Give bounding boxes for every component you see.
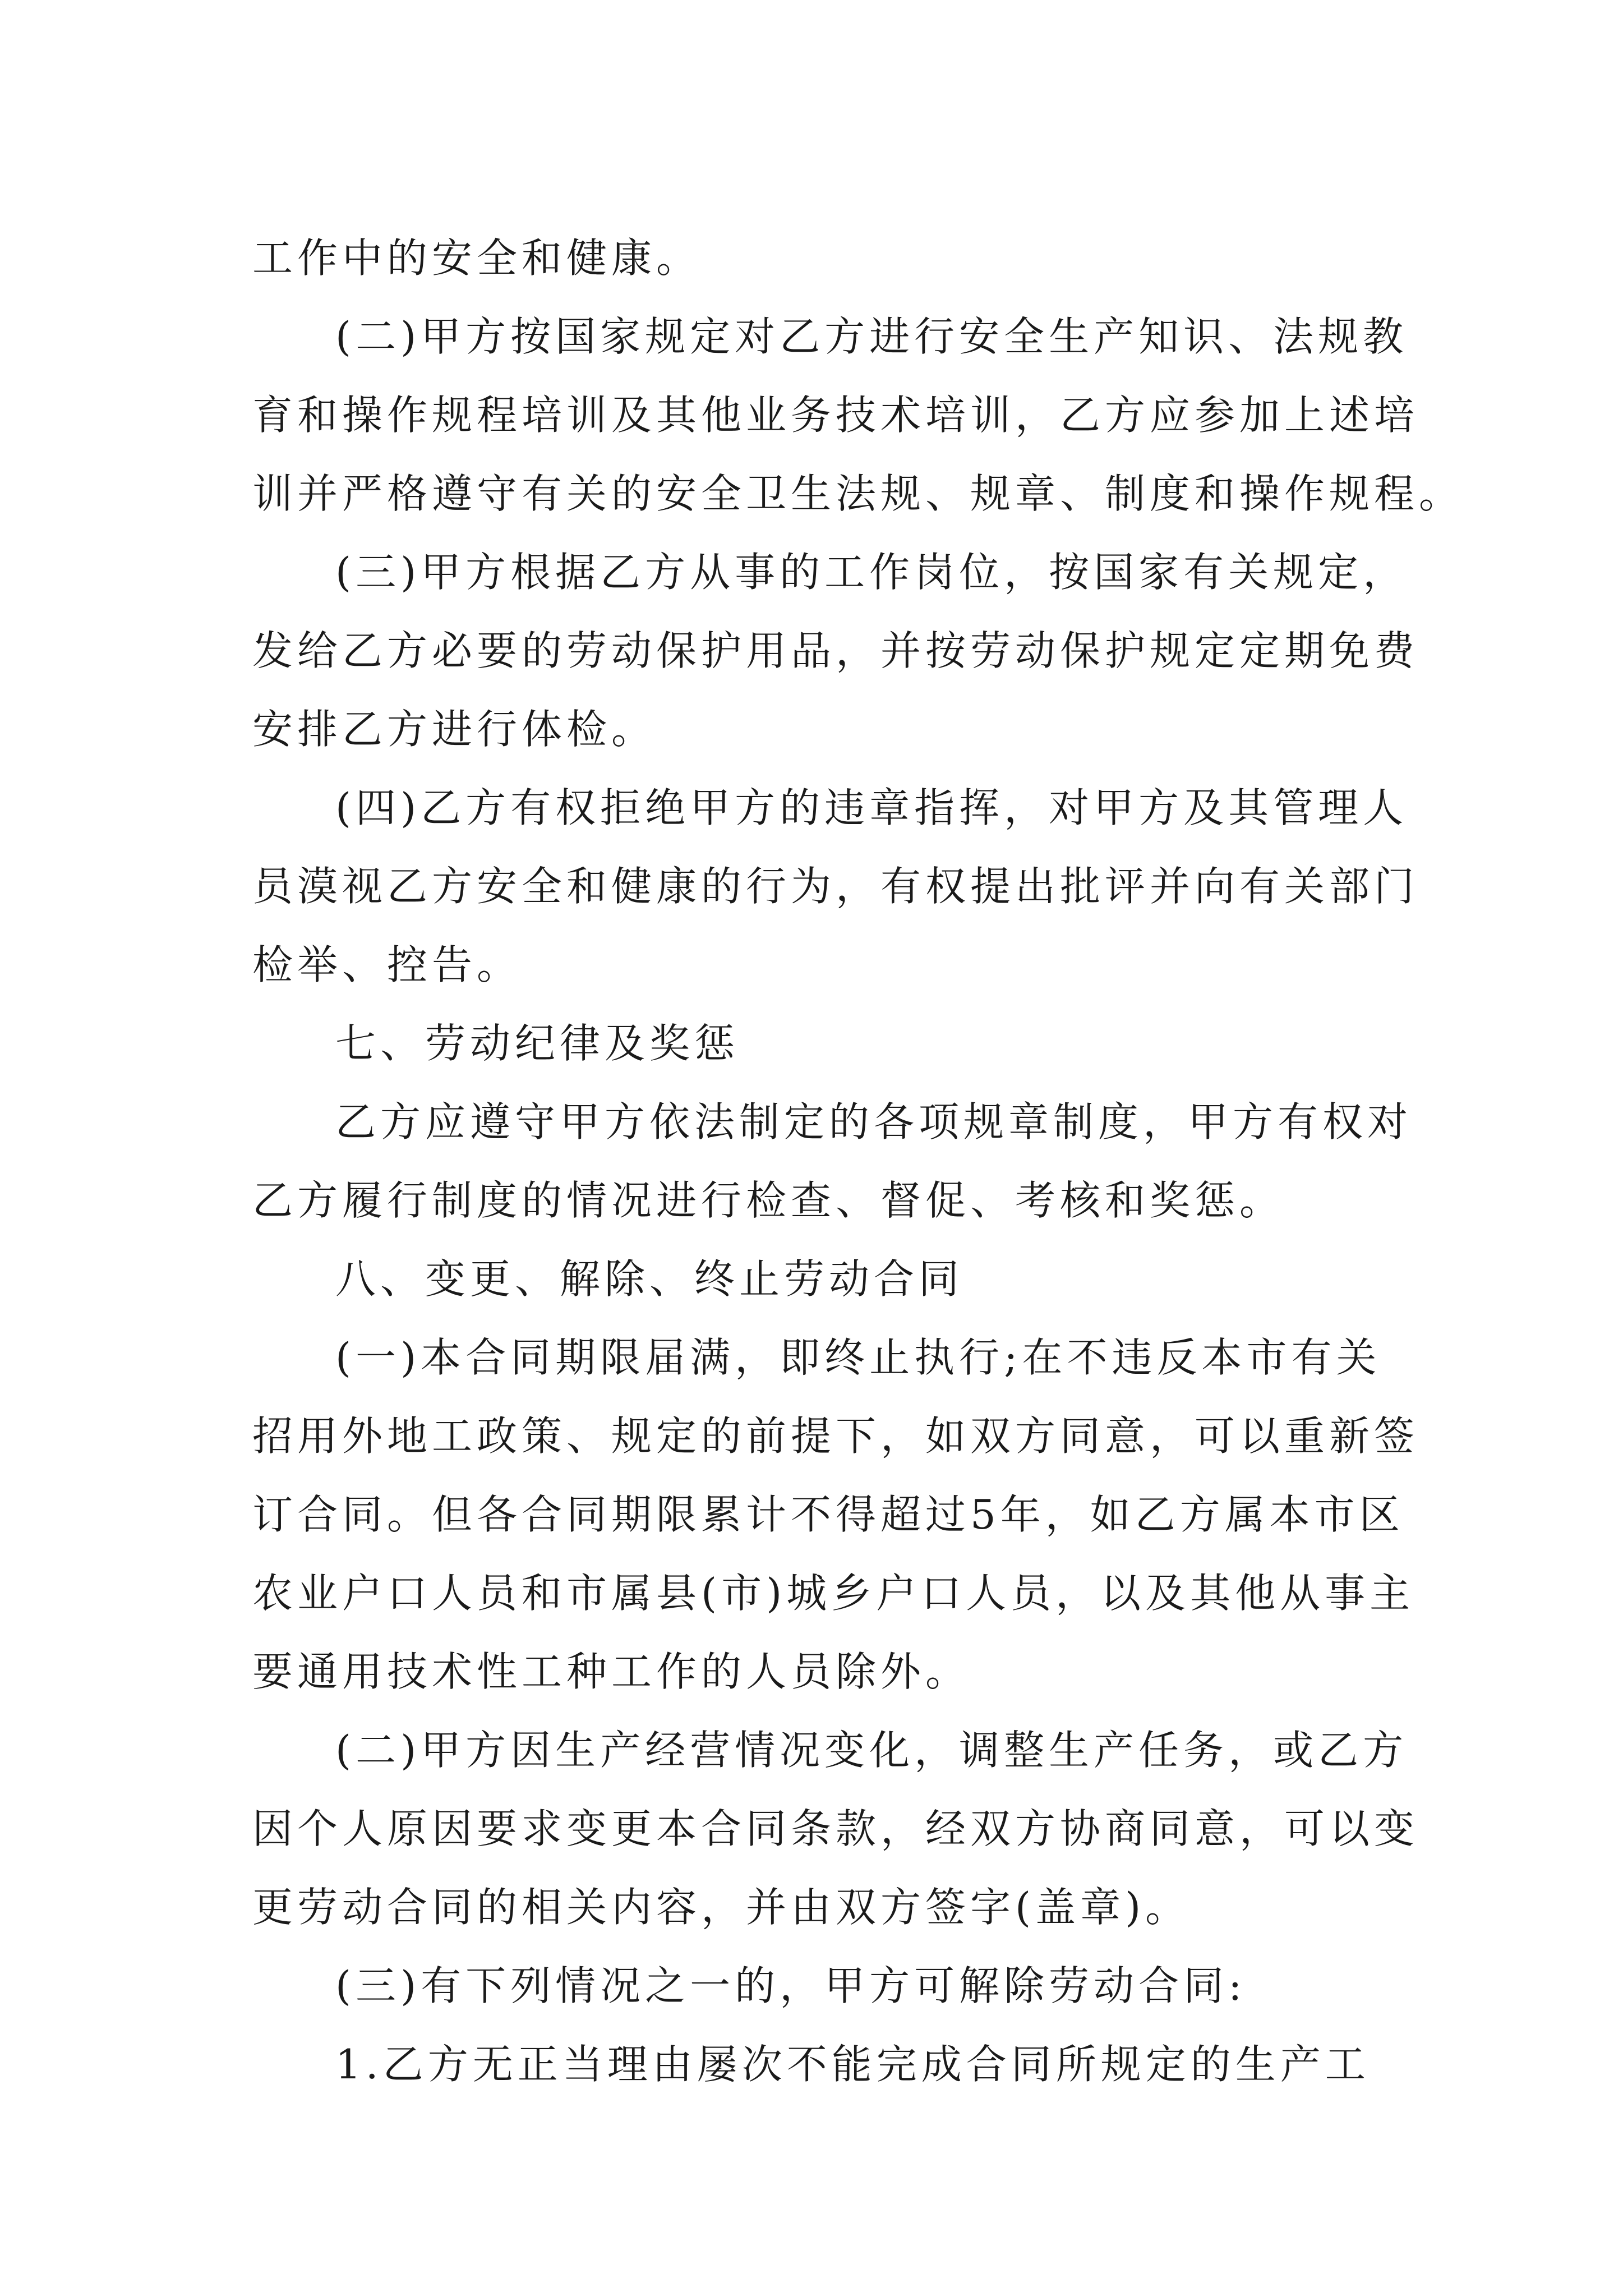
text-line-2: (二)甲方按国家规定对乙方进行安全生产知识、法规教	[335, 313, 1408, 360]
section-heading-7: 七、劳动纪律及奖惩	[335, 1020, 740, 1067]
text-line-19: 要通用技术性工种工作的人员除外。	[252, 1648, 971, 1695]
text-line-10: 检举、控告。	[252, 941, 522, 988]
text-line-7: 安排乙方进行体检。	[252, 706, 657, 753]
text-line-6: 发给乙方必要的劳动保护用品，并按劳动保护规定定期免费	[252, 627, 1419, 674]
text-line-8: (四)乙方有权拒绝甲方的违章指挥，对甲方及其管理人	[335, 784, 1408, 831]
text-line-16: 招用外地工政策、规定的前提下，如双方同意，可以重新签	[252, 1412, 1419, 1460]
text-line-18: 农业户口人员和市属县(市)城乡户口人员，以及其他从事主	[252, 1570, 1415, 1617]
text-line-12: 乙方应遵守甲方依法制定的各项规章制度，甲方有权对	[335, 1098, 1413, 1145]
text-line-3: 育和操作规程培训及其他业务技术培训，乙方应参加上述培	[252, 392, 1419, 439]
text-line-9: 员漠视乙方安全和健康的行为，有权提出批评并向有关部门	[252, 863, 1419, 910]
text-line-24: 1.乙方无正当理由屡次不能完成合同所规定的生产工	[335, 2041, 1370, 2088]
text-line-13: 乙方履行制度的情况进行检查、督促、考核和奖惩。	[252, 1177, 1285, 1224]
text-line-17: 订合同。但各合同期限累计不得超过5年，如乙方属本市区	[252, 1491, 1404, 1538]
document-body	[252, 219, 1464, 2104]
text-line-23: (三)有下列情况之一的，甲方可解除劳动合同:	[335, 1962, 1247, 2009]
section-heading-8: 八、变更、解除、终止劳动合同	[335, 1255, 964, 1303]
text-line-21: 因个人原因要求变更本合同条款，经双方协商同意，可以变	[252, 1805, 1419, 1852]
text-line-22: 更劳动合同的相关内容，并由双方签字(盖章)。	[252, 1884, 1191, 1931]
text-line-4: 训并严格遵守有关的安全卫生法规、规章、制度和操作规程。	[252, 470, 1464, 517]
text-line-1: 工作中的安全和健康。	[252, 234, 702, 282]
text-line-15: (一)本合同期限届满，即终止执行;在不违反本市有关	[335, 1334, 1381, 1381]
text-line-20: (二)甲方因生产经营情况变化，调整生产任务，或乙方	[335, 1727, 1408, 1774]
text-line-5: (三)甲方根据乙方从事的工作岗位，按国家有关规定，	[335, 549, 1408, 596]
